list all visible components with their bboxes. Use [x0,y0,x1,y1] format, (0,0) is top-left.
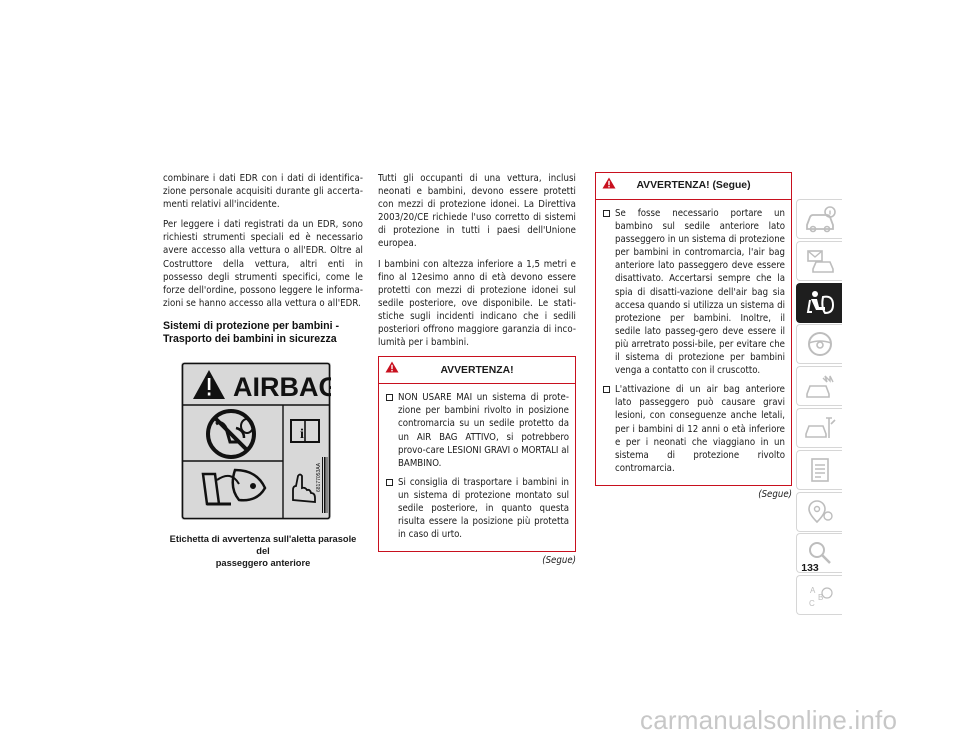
warning-box [378,356,576,552]
column-middle [378,172,576,567]
tab-map[interactable] [796,492,842,532]
tab-car-info[interactable] [796,199,842,239]
svg-text:A: A [809,586,815,596]
list-item: NON USARE MAI un sistema di prote-zione per bambini rivolto in posizione contromarcia su un sedile protetto da un AIR BAG ATTIVO, si potrebbero provo-care LESIONI GRAVI o MORTALI al BAMBINO. [385,391,569,470]
tab-car-mail[interactable] [796,241,842,281]
warning-header [596,173,791,200]
column-left [163,172,363,569]
warning-body [596,200,791,485]
tab-document-list[interactable] [796,450,842,490]
car-mail-icon [803,247,837,275]
bullet-square-icon [386,394,393,401]
paragraph: Per leggere i dati registrati da un EDR, sono richiesti strumenti speciali ed è necessario avere accesso alla vettura o all'EDR. Oltre al Costruttore della vettura, altri enti in possesso degli strumenti specifici, come le forze dell'ordine, possono leggere le informa-zioni se hanno accesso alla vettura o all'EDR. [163,219,363,309]
tab-language[interactable] [796,575,842,615]
airbag-safety-icon [803,289,837,317]
car-crash-icon [803,372,837,400]
warning-body [379,384,575,551]
warning-box [595,172,792,486]
paragraph: Tutti gli occupanti di una vettura, inclusi neonati e bambini, devono essere protetti con mezzi di protezione idonei. La Direttiva 2003/20/CE richiede l'uso corretto di sistemi di protezione in tutti i paesi dell'Unione europea. [378,173,576,250]
steering-wheel-icon [803,330,837,358]
paragraph: combinare i dati EDR con i dati di identifica-zione personale acquisiti durante gli accerta-menti relativi all'incidente. [163,173,363,211]
warning-triangle-icon [602,177,616,189]
watermark: carmanualsonline.info [640,705,898,735]
car-tools-icon [803,414,837,442]
bullet-square-icon [603,386,610,393]
warning-title: AVVERTENZA! (Segue) [636,180,751,192]
tab-airbag-safety[interactable] [796,283,842,323]
airbag-warning-label [181,362,331,520]
list-item: Si consiglia di trasportare i bambini in un sistema di protezione montato sul sedile posteriore, in quanto questa risulta essere la posizione più protetta in caso di urto. [385,476,569,541]
label-airbag-text: AIRBAG [233,371,331,402]
language-abc-icon [803,581,837,609]
column-right [595,172,792,501]
warning-title: AVVERTENZA! [440,364,514,376]
car-info-icon [803,205,837,233]
continued-label: (Segue) [542,555,576,567]
paragraph: I bambini con altezza inferiore a 1,5 metri e fino al 12esimo anno di età devono essere protetti con mezzi di protezione idonei sul sedile posteriore, ove disponibile. Le stati-stiche sugli incidenti indicano che i sedili posteriori offrono maggiore garanzia di inco-lumità per i bambini. [378,258,576,349]
list-item: Se fosse necessario portare un bambino sul sedile anteriore lato passeggero in un sistema di protezione per bambini in contromarcia, l'air bag anteriore lato passeggero deve essere disattivato. Accertarsi sempre che la spia di disatti-vazione dell'air bag sia accesa quando si utilizza un sistema di protezione per bambini. Inoltre, il sedile lato passeg-gero deve essere il più arretrato possi-bile, per evitare che il sistema di protezione per bambini venga a contatto con il cruscotto. [602,207,785,377]
svg-text:i: i [300,426,304,442]
figure-caption: Etichetta di avvertenza sull'aletta parasole del passeggero anteriore [169,533,357,568]
page-number: 133 [801,562,819,574]
tab-car-crash[interactable] [796,366,842,406]
section-title: Sistemi di protezione per bambini - Trasporto dei bambini in sicurezza [163,319,339,345]
warning-header [379,357,575,384]
chapter-tabs [796,199,842,617]
svg-text:C: C [808,599,815,609]
list-item: L'attivazione di un air bag anteriore lato passeggero può causare gravi lesioni, con conseguenze anche letali, per i bambini di 12 anni o età inferiore e per i neonati che viaggiano in un sistema di protezione rivolto contromarcia. [602,383,785,475]
continued-label: (Segue) [758,488,792,500]
tab-car-tools[interactable] [796,408,842,448]
bullet-square-icon [386,479,393,486]
label-code: 68177053AA [316,463,322,492]
airbag-label-graphic [181,362,331,520]
map-pin-icon [803,498,837,526]
warning-triangle-icon [385,361,399,373]
document-list-icon [803,456,837,484]
svg-text:B: B [817,593,823,603]
tab-steering[interactable] [796,324,842,364]
bullet-square-icon [603,210,610,217]
